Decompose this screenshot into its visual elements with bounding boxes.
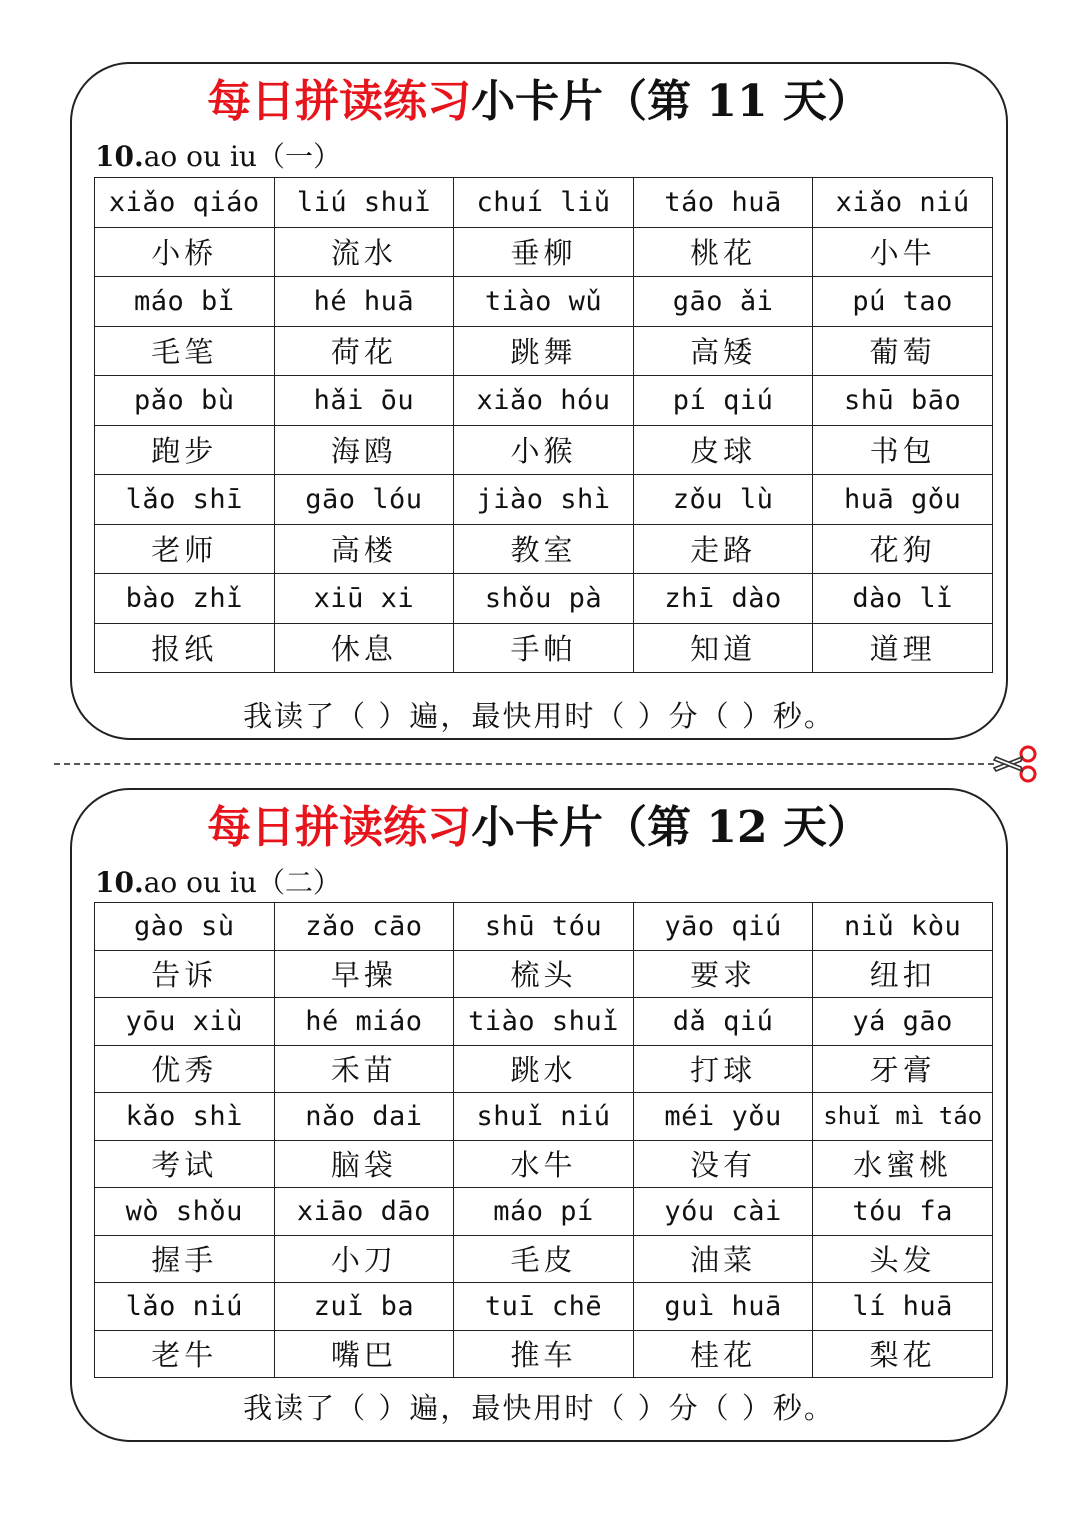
pinyin-cell: méi yǒu [633,1093,813,1141]
pinyin-cell: hǎi ōu [274,376,454,426]
pinyin-cell: kǎo shì [95,1093,275,1141]
pinyin-cell: guì huā [633,1283,813,1331]
hanzi-cell: 荷花 [274,326,454,376]
hanzi-cell: 纽扣 [813,950,993,998]
pinyin-cell: tiào wǔ [454,277,634,327]
hanzi-row [95,950,993,998]
hanzi-row [95,227,993,277]
pinyin-cell: pú tao [813,277,993,327]
hanzi-cell: 头发 [813,1235,993,1283]
card-title [72,798,1006,858]
pinyin-cell: yóu cài [633,1188,813,1236]
pinyin-cell: nǎo dai [274,1093,454,1141]
hanzi-cell: 教室 [454,524,634,574]
title-sub: 小卡片（ [471,802,648,853]
hanzi-cell: 告诉 [95,950,275,998]
pinyin-cell: shuǐ mì táo [813,1093,993,1141]
hanzi-cell: 跳水 [454,1045,634,1093]
hanzi-cell: 牙膏 [813,1045,993,1093]
pinyin-cell: wò shǒu [95,1188,275,1236]
hanzi-row [95,326,993,376]
pinyin-cell: xiǎo hóu [454,376,634,426]
pinyin-cell: chuí liǔ [454,178,634,228]
day-12-card [70,788,1008,1442]
hanzi-row [95,1045,993,1093]
pinyin-cell: dǎ qiú [633,998,813,1046]
pinyin-cell: shuǐ niú [454,1093,634,1141]
hanzi-cell: 没有 [633,1140,813,1188]
pinyin-cell: xiāo dāo [274,1188,454,1236]
hanzi-cell: 嘴巴 [274,1330,454,1378]
title-sub: 小卡片（ [471,76,648,127]
title-main: 每日拼读练习 [207,802,472,853]
pinyin-cell: xiū xi [274,574,454,624]
lesson-heading [95,866,341,900]
hanzi-cell: 海鸥 [274,425,454,475]
hanzi-cell: 知道 [633,623,813,673]
hanzi-cell: 小猴 [454,425,634,475]
pinyin-cell: tiào shuǐ [454,998,634,1046]
pinyin-cell: jiào shì [454,475,634,525]
card-title [72,72,1006,132]
pinyin-cell: hé huā [274,277,454,327]
pinyin-cell: lǎo niú [95,1283,275,1331]
hanzi-cell: 报纸 [95,623,275,673]
lesson-heading [95,140,341,174]
hanzi-cell: 梳头 [454,950,634,998]
hanzi-row [95,1330,993,1378]
hanzi-row [95,524,993,574]
pinyin-cell: máo pí [454,1188,634,1236]
hanzi-cell: 梨花 [813,1330,993,1378]
hanzi-cell: 桃花 [633,227,813,277]
lesson-number: 10. [95,866,144,899]
pinyin-row [95,178,993,228]
hanzi-cell: 毛笔 [95,326,275,376]
pinyin-cell: gāo lóu [274,475,454,525]
day-11-card [70,62,1008,740]
hanzi-cell: 道理 [813,623,993,673]
lesson-text: ao ou iu（二） [143,866,341,899]
hanzi-cell: 垂柳 [454,227,634,277]
title-main: 每日拼读练习 [207,76,472,127]
hanzi-cell: 小刀 [274,1235,454,1283]
hanzi-cell: 脑袋 [274,1140,454,1188]
hanzi-cell: 早操 [274,950,454,998]
title-close: ） [826,802,871,853]
hanzi-cell: 毛皮 [454,1235,634,1283]
pinyin-row [95,376,993,426]
pinyin-cell: máo bǐ [95,277,275,327]
hanzi-row [95,1140,993,1188]
hanzi-cell: 跳舞 [454,326,634,376]
scissors-icon [990,744,1040,784]
hanzi-cell: 打球 [633,1045,813,1093]
lesson-number: 10. [95,140,144,173]
pinyin-cell: huā gǒu [813,475,993,525]
hanzi-cell: 小牛 [813,227,993,277]
hanzi-cell: 老师 [95,524,275,574]
hanzi-cell: 走路 [633,524,813,574]
pinyin-cell: gāo ǎi [633,277,813,327]
pinyin-cell: shū bāo [813,376,993,426]
hanzi-cell: 小桥 [95,227,275,277]
word-grid [94,902,993,1378]
hanzi-row [95,425,993,475]
hanzi-cell: 水牛 [454,1140,634,1188]
hanzi-cell: 葡萄 [813,326,993,376]
pinyin-cell: niǔ kòu [813,903,993,951]
cut-line [54,763,994,765]
pinyin-cell: pí qiú [633,376,813,426]
reading-record-line: 我读了（ ）遍，最快用时（ ）分（ ）秒。 [243,699,835,733]
hanzi-cell: 老牛 [95,1330,275,1378]
hanzi-cell: 桂花 [633,1330,813,1378]
pinyin-row [95,1188,993,1236]
pinyin-cell: shǒu pà [454,574,634,624]
pinyin-cell: gào sù [95,903,275,951]
pinyin-cell: liú shuǐ [274,178,454,228]
pinyin-row [95,1283,993,1331]
pinyin-cell: zǒu lù [633,475,813,525]
pinyin-row [95,903,993,951]
pinyin-cell: yāo qiú [633,903,813,951]
pinyin-cell: hé miáo [274,998,454,1046]
hanzi-row [95,623,993,673]
pinyin-cell: xiǎo qiáo [95,178,275,228]
pinyin-cell: yá gāo [813,998,993,1046]
hanzi-cell: 优秀 [95,1045,275,1093]
reading-record-line: 我读了（ ）遍，最快用时（ ）分（ ）秒。 [243,1391,835,1425]
pinyin-cell: tóu fa [813,1188,993,1236]
pinyin-cell: zhī dào [633,574,813,624]
hanzi-cell: 握手 [95,1235,275,1283]
hanzi-cell: 高楼 [274,524,454,574]
pinyin-cell: zuǐ ba [274,1283,454,1331]
pinyin-cell: tuī chē [454,1283,634,1331]
title-day: 第 12 天 [647,802,827,853]
hanzi-cell: 休息 [274,623,454,673]
pinyin-row [95,574,993,624]
hanzi-cell: 皮球 [633,425,813,475]
pinyin-cell: yōu xiù [95,998,275,1046]
pinyin-row [95,475,993,525]
pinyin-cell: pǎo bù [95,376,275,426]
pinyin-cell: zǎo cāo [274,903,454,951]
title-close: ） [826,76,871,127]
title-day: 第 11 天 [647,76,827,127]
lesson-text: ao ou iu（一） [143,140,341,173]
pinyin-cell: xiǎo niú [813,178,993,228]
pinyin-row [95,1093,993,1141]
pinyin-cell: bào zhǐ [95,574,275,624]
hanzi-cell: 流水 [274,227,454,277]
hanzi-cell: 书包 [813,425,993,475]
pinyin-cell: dào lǐ [813,574,993,624]
pinyin-cell: lǎo shī [95,475,275,525]
hanzi-cell: 高矮 [633,326,813,376]
pinyin-cell: lí huā [813,1283,993,1331]
hanzi-cell: 水蜜桃 [813,1140,993,1188]
hanzi-cell: 花狗 [813,524,993,574]
hanzi-cell: 禾苗 [274,1045,454,1093]
hanzi-cell: 考试 [95,1140,275,1188]
pinyin-row [95,998,993,1046]
pinyin-cell: táo huā [633,178,813,228]
pinyin-row [95,277,993,327]
hanzi-cell: 油菜 [633,1235,813,1283]
word-grid [94,177,993,673]
pinyin-cell: shū tóu [454,903,634,951]
hanzi-cell: 跑步 [95,425,275,475]
hanzi-cell: 要求 [633,950,813,998]
hanzi-cell: 手帕 [454,623,634,673]
hanzi-cell: 推车 [454,1330,634,1378]
hanzi-row [95,1235,993,1283]
